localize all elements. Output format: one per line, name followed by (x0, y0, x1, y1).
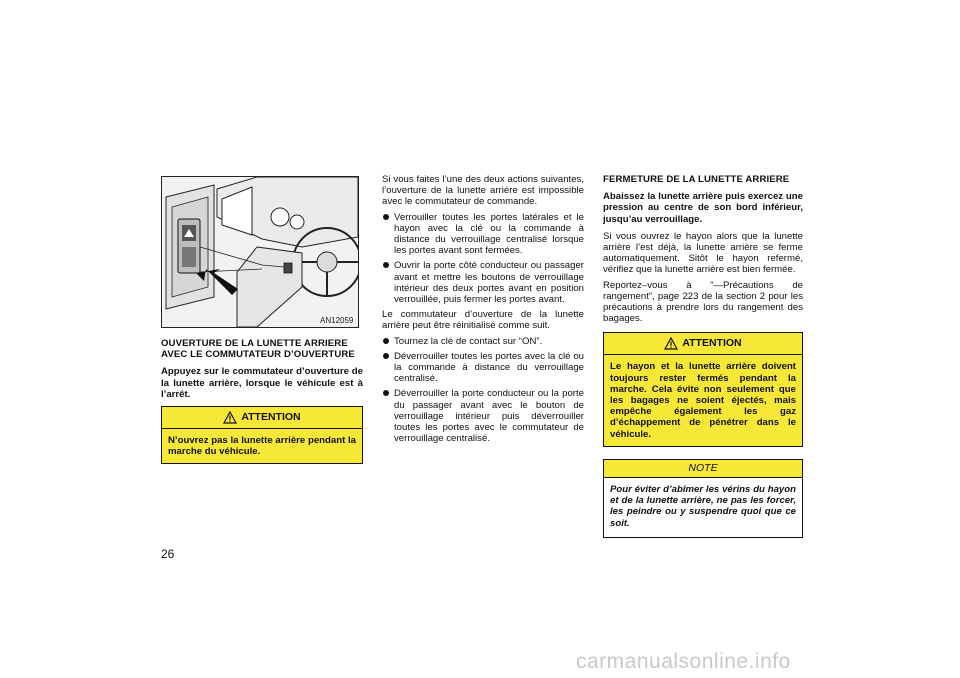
column-right (603, 174, 803, 538)
note-text: Pour éviter d’abîmer les vérins du hayon et de la lunette arrière, ne pas les forcer, les peindre ou y suspendre quoi que ce soit. (610, 484, 796, 529)
section-heading-close: FERMETURE DE LA LUNETTE ARRIERE (603, 174, 790, 185)
list-item: Tournez la clé de contact sur “ON”. (382, 336, 584, 347)
section-heading-open: OUVERTURE DE LA LUNETTE ARRIERE AVEC LE COMMUTATEUR D’OUVERTURE (161, 338, 355, 361)
bullet-icon (383, 262, 389, 268)
column-left (161, 338, 363, 464)
page-number: 26 (161, 547, 175, 561)
list-item: Déverrouiller la porte conducteur ou la porte du passager avant avec le bouton de verrouillage intérieur puis déverrouiller toutes les portes avec le commutateur de verrouillage centralisé. (382, 388, 584, 444)
attention-title: ATTENTION (682, 337, 742, 350)
switch-on-dash (284, 263, 292, 273)
list-item: Déverrouiller toutes les portes avec la clé ou la commande à distance du verrouillage centralisé. (382, 351, 584, 385)
list-item: Ouvrir la porte côté conducteur ou passager avant et mettre les boutons de verrouillage intérieur des deux portes avant en position verrouillée, puis fermer les portes avant. (382, 260, 584, 305)
warning-triangle-icon (223, 411, 237, 424)
figure-label: AN12059 (320, 316, 354, 325)
list-item: Verrouiller toutes les portes latérales et le hayon avec la clé ou la commande à distance du verrouillage centralisé lorsque les portes avant sont fermées. (382, 212, 584, 257)
attention-text: N’ouvrez pas la lunette arrière pendant la marche du véhicule. (162, 429, 362, 463)
open-instruction: Appuyez sur le commutateur d’ouverture de la lunette arrière, lorsque le véhicule est à l’arrêt. (161, 366, 363, 400)
lock-conditions-intro: Si vous faites l’une des deux actions suivantes, l’ouverture de la lunette arrière est impossible avec le commutateur de commande. (382, 174, 584, 208)
switch-location-figure (161, 176, 359, 328)
column-middle (382, 174, 584, 448)
attention-text: Le hayon et la lunette arrière doivent toujours rester fermés pendant la marche. Cela évite non seulement que les bagages ne soient éjectés, mais empêche également les gaz d’échappement de pénétrer dans le véhicule. (604, 355, 802, 445)
attention-box-open (161, 406, 363, 464)
bullet-icon (383, 338, 389, 344)
reference-paragraph: Reportez–vous à “—Précautions de rangement”, page 223 de la section 2 pour les précautions à prendre lors du rangement des bagages. (603, 279, 803, 325)
watermark: carmanualsonline.info (576, 650, 791, 673)
bullet-icon (383, 353, 389, 359)
bullet-icon (383, 214, 389, 220)
attention-title: ATTENTION (241, 410, 301, 423)
dashboard-illustration (162, 177, 358, 327)
note-title: NOTE (604, 460, 802, 478)
auto-close-paragraph: Si vous ouvrez le hayon alors que la lunette arrière l’est déjà, la lunette arrière se ferme automatiquement. Sitôt le hayon refermé, vérifiez que la lunette arrière est bien fermée. (603, 230, 803, 276)
note-box (603, 459, 803, 538)
close-instruction: Abaissez la lunette arrière puis exercez une pression au centre de son bord inférieur, jusqu’au verrouillage. (603, 191, 803, 225)
attention-box-close (603, 332, 803, 446)
attention-header (604, 333, 802, 355)
attention-header (162, 407, 362, 429)
warning-triangle-icon (664, 337, 678, 350)
bullet-icon (383, 390, 389, 396)
reset-intro: Le commutateur d’ouverture de la lunette arrière peut être réinitialisé comme suit. (382, 309, 584, 332)
